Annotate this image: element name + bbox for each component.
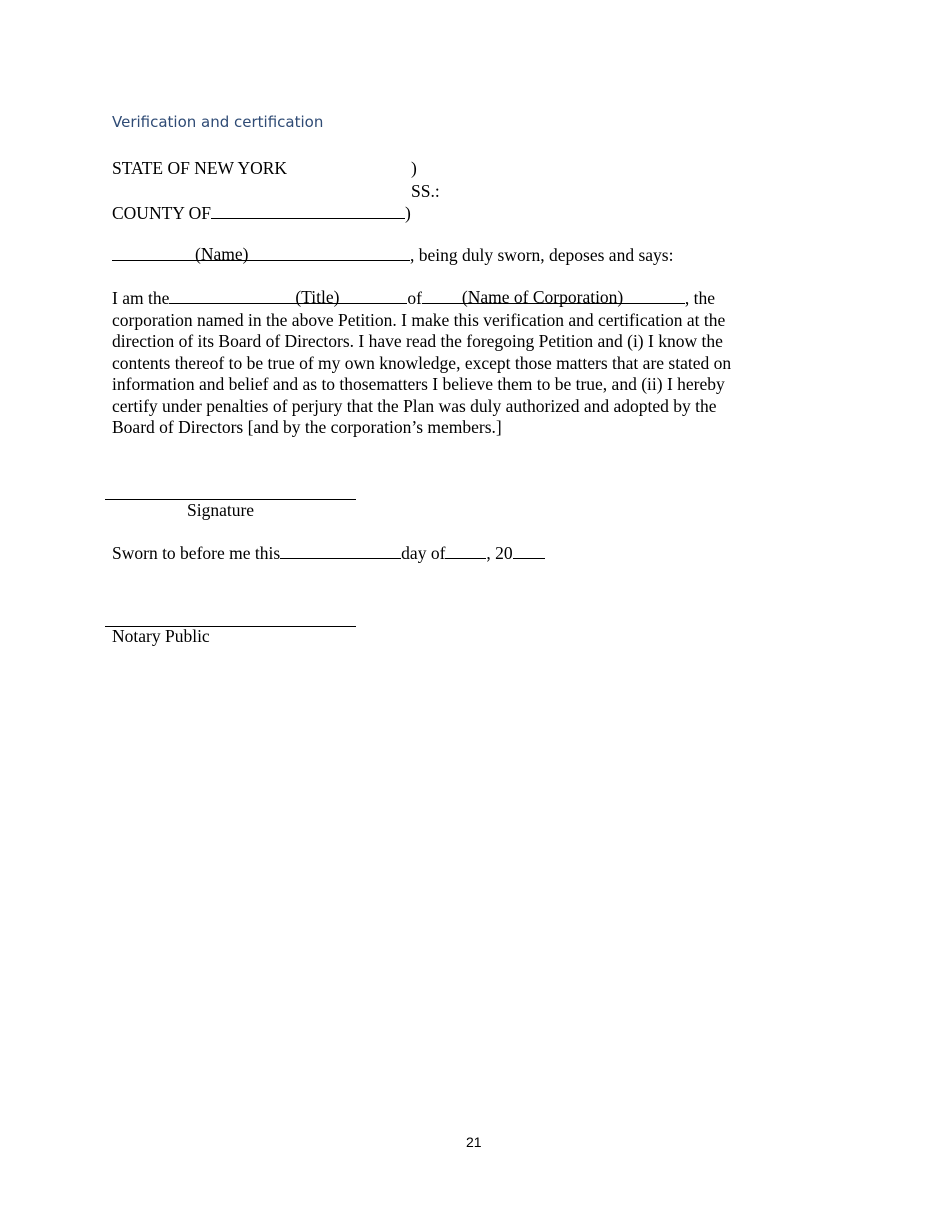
paragraph-line-6: certify under penalties of perjury that the Plan was duly authorized and adopted by the	[112, 395, 717, 416]
venue-county-label: COUNTY OF	[112, 203, 212, 223]
paragraph-line-3: direction of its Board of Directors. I have read the foregoing Petition and (i) I know the	[112, 331, 723, 351]
year-prefix-text: , 20	[486, 543, 513, 563]
venue-paren-bottom: )	[405, 203, 411, 223]
deponent-line	[112, 244, 673, 266]
paragraph-line-4: contents thereof to be true of my own knowledge, except those matters that are stated on	[112, 352, 732, 373]
day-blank[interactable]	[280, 542, 401, 559]
deponent-text: , being duly sworn, deposes and says:	[410, 245, 674, 265]
signature-label: Signature	[187, 500, 255, 520]
of-text: of	[407, 288, 422, 308]
title-placeholder: (Title)	[295, 287, 340, 307]
month-blank[interactable]	[445, 542, 486, 559]
corporation-placeholder: (Name of Corporation)	[461, 287, 624, 307]
corporation-blank[interactable]	[422, 287, 685, 307]
i-am-the-text: I am the	[112, 288, 170, 308]
name-blank[interactable]	[112, 244, 410, 264]
county-blank[interactable]	[211, 202, 405, 219]
venue-ss: SS.:	[411, 181, 440, 201]
title-blank[interactable]	[169, 287, 407, 307]
paragraph-line-1	[112, 287, 731, 310]
page-number: 21	[466, 1134, 482, 1150]
name-placeholder: (Name)	[195, 244, 249, 264]
venue-state: STATE OF NEW YORK	[112, 158, 288, 178]
notary-label: Notary Public	[112, 626, 210, 646]
sworn-before-line	[112, 542, 545, 564]
sworn-before-text: Sworn to before me this	[112, 543, 281, 563]
year-blank[interactable]	[513, 542, 545, 559]
venue-county	[112, 202, 411, 224]
section-heading: Verification and certification	[112, 113, 324, 131]
paragraph-line-5: information and belief and as to thosematters I believe them to be true, and (ii) I hereby	[112, 374, 725, 394]
venue-paren-top: )	[411, 158, 417, 178]
paragraph-line-7: Board of Directors [and by the corporation’s members.]	[112, 417, 502, 437]
paragraph-line-2: corporation named in the above Petition. I make this verification and certification at the	[112, 309, 726, 330]
verification-paragraph	[112, 287, 731, 439]
day-of-text: day of	[401, 543, 446, 563]
the-text: , the	[684, 288, 716, 308]
